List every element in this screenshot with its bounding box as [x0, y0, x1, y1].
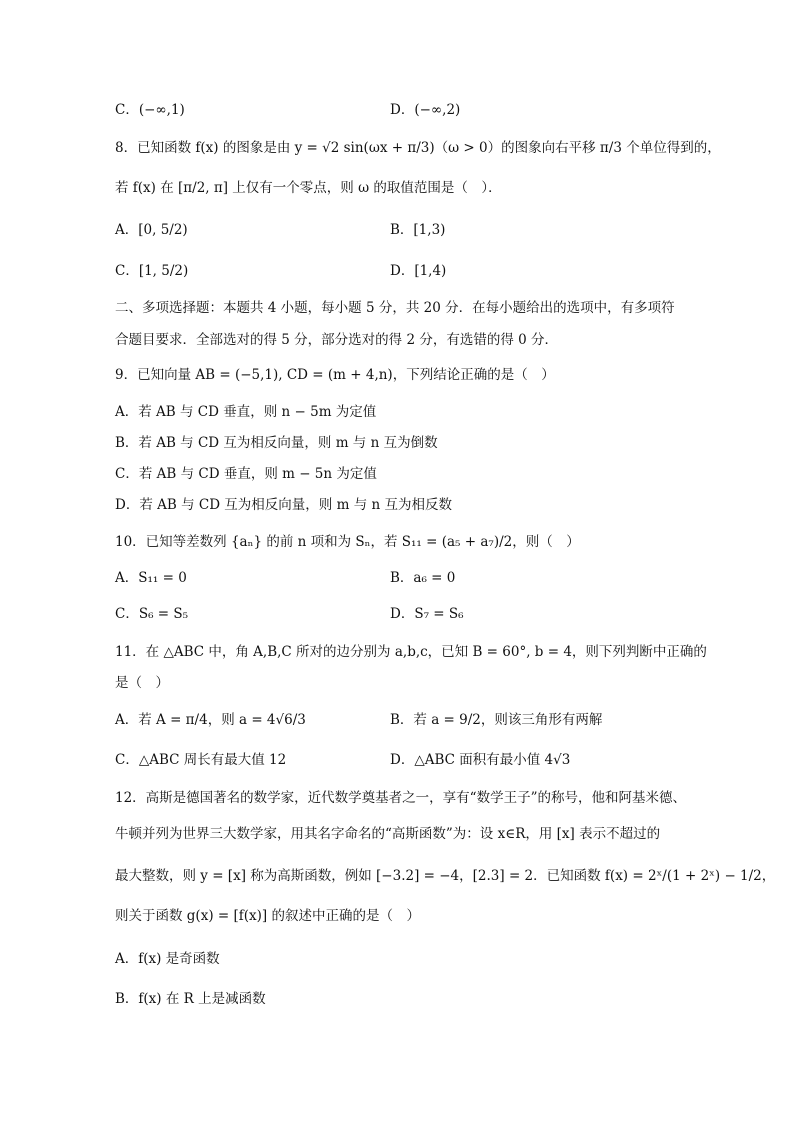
q11-option-c: C．△ABC 周长有最大值 12 [115, 752, 287, 768]
q7-option-d: D．(−∞,2) [390, 102, 461, 118]
q11-stem-line1: 11．在 △ABC 中，角 A,B,C 所对的边分别为 a,b,c，已知 B = 60°, b = 4，则下列判断中正确的 [115, 644, 707, 660]
q8-option-b: B．[1,3) [390, 222, 446, 238]
section2-instructions-line1: 二、多项选择题：本题共 4 小题，每小题 5 分，共 20 分．在每小题给出的选项中，有多项符 [115, 300, 675, 316]
q8-option-d: D．[1,4) [390, 263, 447, 279]
q12-stem-line4: 则关于函数 g(x) = [f(x)] 的叙述中正确的是（ ） [115, 908, 420, 924]
q12-option-b: B．f(x) 在 R 上是减函数 [115, 991, 266, 1007]
q8-stem-line2: 若 f(x) 在 [π/2, π] 上仅有一个零点，则 ω 的取值范围是（ ）． [115, 180, 502, 196]
q10-option-a: A．S₁₁ = 0 [115, 570, 187, 586]
q9-option-a: A．若 AB 与 CD 垂直，则 n − 5m 为定值 [115, 404, 377, 420]
q8-option-a: A．[0, 5/2) [115, 222, 188, 238]
q12-option-a: A．f(x) 是奇函数 [115, 951, 220, 967]
section2-instructions-line2: 合题目要求．全部选对的得 5 分，部分选对的得 2 分，有选错的得 0 分． [115, 332, 559, 348]
q7-option-c: C．(−∞,1) [115, 102, 185, 118]
q12-stem-line2: 牛顿并列为世界三大数学家，用其名字命名的“高斯函数”为：设 x∈R，用 [x] 表示不超过的 [115, 826, 661, 842]
q10-stem: 10．已知等差数列 {aₙ} 的前 n 项和为 Sₙ，若 S₁₁ = (a₅ + a₇)/2，则（ ） [115, 534, 580, 550]
q10-option-b: B．a₆ = 0 [390, 570, 456, 586]
q8-stem-line1: 8．已知函数 f(x) 的图象是由 y = √2 sin(ωx + π/3)（ω > 0）的图象向右平移 π/3 个单位得到的， [115, 140, 721, 156]
q8-option-c: C．[1, 5/2) [115, 263, 189, 279]
q11-stem-line2: 是（ ） [115, 675, 169, 691]
q11-option-d: D．△ABC 面积有最小值 4√3 [390, 752, 571, 768]
q12-stem-line3: 最大整数，则 y = [x] 称为高斯函数，例如 [−3.2] = −4，[2.3] = 2．已知函数 f(x) = 2ˣ/(1 + 2ˣ) − 1/2， [115, 868, 776, 884]
q11-option-b: B．若 a = 9/2，则该三角形有两解 [390, 712, 603, 728]
q9-option-c: C．若 AB 与 CD 垂直，则 m − 5n 为定值 [115, 466, 377, 482]
q10-option-d: D．S₇ = S₆ [390, 606, 464, 622]
q10-option-c: C．S₆ = S₅ [115, 606, 189, 622]
q12-stem-line1: 12．高斯是德国著名的数学家，近代数学奠基者之一，享有“数学王子”的称号，他和阿基米德、 [115, 790, 686, 806]
q9-option-d: D．若 AB 与 CD 互为相反向量，则 m 与 n 互为相反数 [115, 497, 452, 513]
q9-stem: 9．已知向量 AB = (−5,1), CD = (m + 4,n)，下列结论正确的是（ ） [115, 367, 555, 383]
q11-option-a: A．若 A = π/4，则 a = 4√6/3 [115, 712, 306, 728]
q9-option-b: B．若 AB 与 CD 互为相反向量，则 m 与 n 互为倒数 [115, 435, 438, 451]
